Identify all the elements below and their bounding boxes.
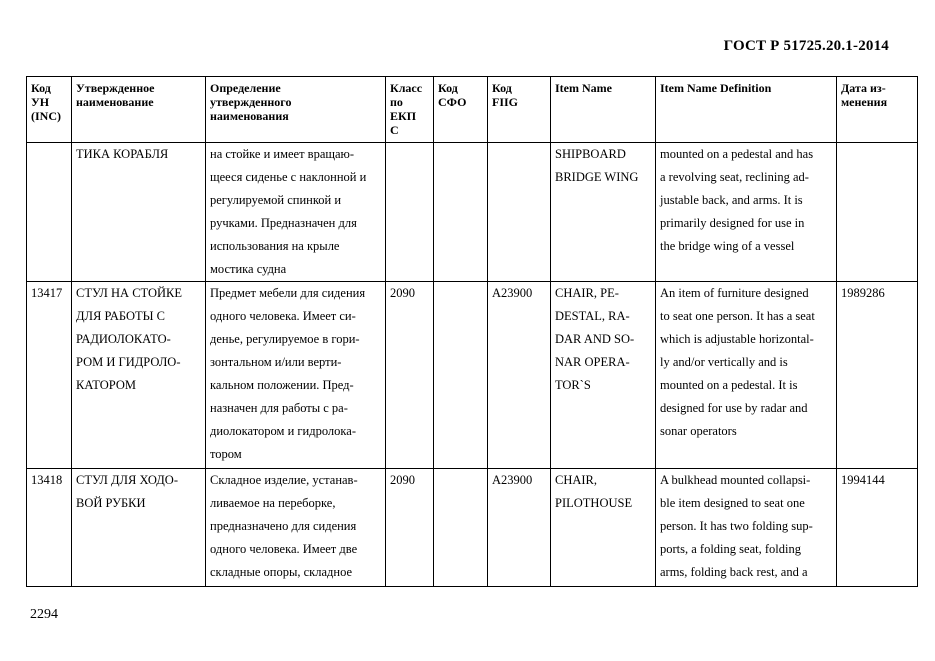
table-row (27, 282, 918, 469)
cell-text: 2090 (390, 473, 415, 487)
inc-cell (27, 143, 72, 282)
cell-text: денье, регулируемое в гори- (210, 332, 360, 346)
inc-cell (27, 282, 72, 469)
cell-text: TOR`S (555, 378, 591, 392)
cell-text: кальном положении. Пред- (210, 378, 354, 392)
fiig-code-cell (488, 469, 551, 587)
cell-text: mounted on a pedestal and has (660, 147, 814, 161)
fiig-code-cell (488, 143, 551, 282)
cell-text: a revolving seat, reclining ad- (660, 170, 809, 184)
cell-text: СТУЛ ДЛЯ ХОДО- (76, 473, 178, 487)
column-header: Утвержденное наименование (72, 77, 206, 143)
column-header: Код FIIG (488, 77, 551, 143)
item-name-cell (551, 469, 656, 587)
cell-text: NAR OPERA- (555, 355, 630, 369)
cell-text: ДЛЯ РАБОТЫ С (76, 309, 165, 323)
cell-text: РАДИОЛОКАТО- (76, 332, 171, 346)
cell-text: justable back, and arms. It is (660, 193, 803, 207)
cell-text: диолокатором и гидролока- (210, 424, 356, 438)
cell-text: 1989286 (841, 286, 885, 300)
cell-text: A23900 (492, 473, 533, 487)
cell-text: СТУЛ НА СТОЙКЕ (76, 286, 183, 300)
cell-text: CHAIR, PE- (555, 286, 619, 300)
cell-text: PILOTHOUSE (555, 496, 633, 510)
cell-text: складные опоры, складное (210, 565, 353, 579)
column-header: Дата из- менения (837, 77, 918, 143)
definition-cell (206, 469, 386, 587)
cell-text: использования на крыле (210, 239, 340, 253)
change-date-cell (837, 143, 918, 282)
column-header: Код СФО (434, 77, 488, 143)
cell-text: A bulkhead mounted collapsi- (660, 473, 811, 487)
cell-text: 2090 (390, 286, 415, 300)
cell-text: РОМ И ГИДРОЛО- (76, 355, 181, 369)
column-header: Код УН (INC) (27, 77, 72, 143)
cell-text: тором (210, 447, 242, 461)
cell-text: An item of furniture designed (660, 286, 809, 300)
approved-name-cell (72, 143, 206, 282)
cell-text: the bridge wing of a vessel (660, 239, 795, 253)
table-header-row (27, 77, 918, 143)
cell-text: зонтальном и/или верти- (210, 355, 342, 369)
cell-text: ТИКА КОРАБЛЯ (76, 147, 169, 161)
cell-text: sonar operators (660, 424, 737, 438)
cell-text: на стойке и имеет вращаю- (210, 147, 355, 161)
column-header: Item Name Definition (656, 77, 837, 143)
cell-text: ливаемое на переборке, (210, 496, 336, 510)
cell-text: регулируемой спинкой и (210, 193, 342, 207)
cell-text: primarily designed for use in (660, 216, 805, 230)
cell-text: mounted on a pedestal. It is (660, 378, 798, 392)
cell-text: одного человека. Имеет две (210, 542, 358, 556)
change-date-cell (837, 282, 918, 469)
approved-name-cell (72, 469, 206, 587)
cell-text: Складное изделие, устанав- (210, 473, 358, 487)
column-header: Класс по ЕКП С (386, 77, 434, 143)
table-row (27, 469, 918, 587)
cell-text: BRIDGE WING (555, 170, 639, 184)
cell-text: щееся сиденье с наклонной и (210, 170, 367, 184)
item-definition-cell (656, 469, 837, 587)
cell-text: одного человека. Имеет си- (210, 309, 356, 323)
item-name-cell (551, 143, 656, 282)
cell-text: A23900 (492, 286, 533, 300)
classifier-table (26, 76, 918, 587)
change-date-cell (837, 469, 918, 587)
document-code: ГОСТ Р 51725.20.1-2014 (723, 38, 889, 54)
cell-text: КАТОРОМ (76, 378, 137, 392)
cell-text: arms, folding back rest, and a (660, 565, 808, 579)
cell-text: to seat one person. It has a seat (660, 309, 815, 323)
cell-text: DAR AND SO- (555, 332, 635, 346)
cell-text: назначен для работы с ра- (210, 401, 348, 415)
fiig-code-cell (488, 282, 551, 469)
sfo-code-cell (434, 143, 488, 282)
cell-text: ly and/or vertically and is (660, 355, 788, 369)
sfo-code-cell (434, 282, 488, 469)
cell-text: ручками. Предназначен для (210, 216, 357, 230)
class-cell (386, 282, 434, 469)
cell-text: ВОЙ РУБКИ (76, 496, 146, 510)
cell-text: designed for use by radar and (660, 401, 808, 415)
cell-text: CHAIR, (555, 473, 598, 487)
cell-text: which is adjustable horizontal- (660, 332, 814, 346)
definition-cell (206, 143, 386, 282)
cell-text: предназначено для сидения (210, 519, 357, 533)
item-definition-cell (656, 282, 837, 469)
cell-text: ports, a folding seat, folding (660, 542, 801, 556)
cell-text: ble item designed to seat one (660, 496, 805, 510)
table-body (27, 143, 918, 587)
cell-text: 1994144 (841, 473, 885, 487)
sfo-code-cell (434, 469, 488, 587)
approved-name-cell (72, 282, 206, 469)
cell-text: мостика судна (210, 262, 287, 276)
inc-cell (27, 469, 72, 587)
class-cell (386, 143, 434, 282)
item-definition-cell (656, 143, 837, 282)
column-header: Item Name (551, 77, 656, 143)
page-number: 2294 (30, 607, 58, 622)
cell-text: DESTAL, RA- (555, 309, 630, 323)
definition-cell (206, 282, 386, 469)
column-header: Определение утвержденного наименования (206, 77, 386, 143)
item-name-cell (551, 282, 656, 469)
cell-text: Предмет мебели для сидения (210, 286, 366, 300)
cell-text: SHIPBOARD (555, 147, 626, 161)
class-cell (386, 469, 434, 587)
table-row (27, 143, 918, 282)
cell-text: 13417 (31, 286, 63, 300)
cell-text: 13418 (31, 473, 63, 487)
cell-text: person. It has two folding sup- (660, 519, 813, 533)
